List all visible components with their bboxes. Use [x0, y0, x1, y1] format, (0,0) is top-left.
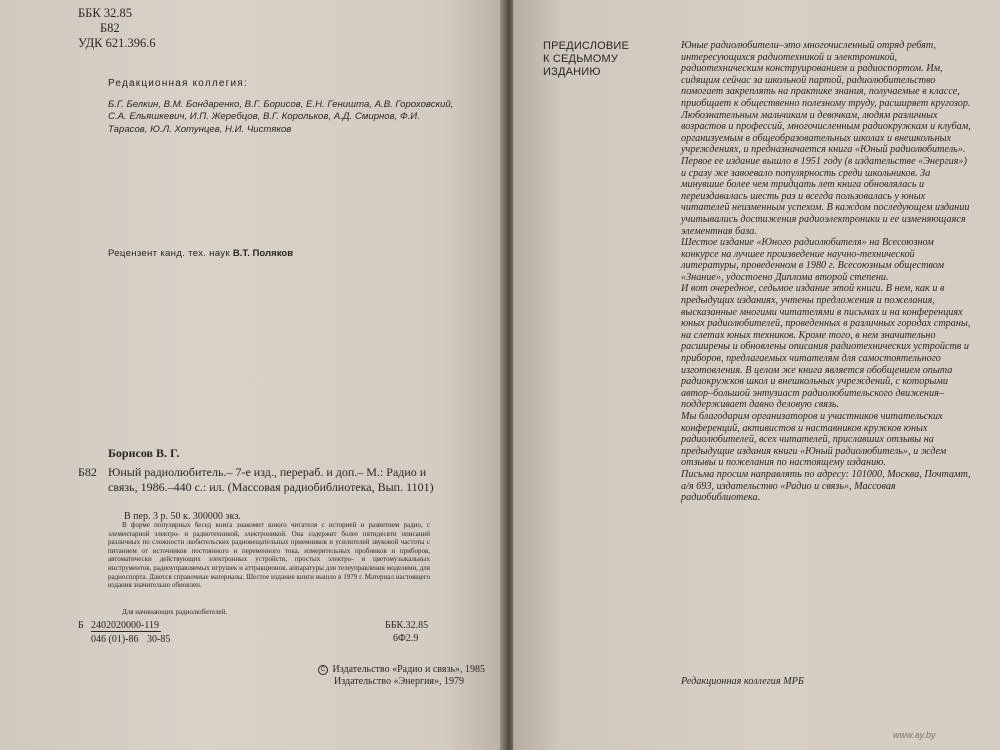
preface-paragraph: Шестое издание «Юного радиолюбителя» на Всесоюзном конкурсе на лучшее произведение научно-технической литературы, проведенном в 1980 г. Всесоюзным обществом «Знание», удостоено Диплома второй степени. — [681, 237, 944, 283]
classification-block — [78, 6, 156, 51]
bbk-bottom-block — [385, 619, 428, 645]
udk-code: УДК 621.396.6 — [78, 36, 156, 50]
bbk-bottom-index: 6Ф2.9 — [393, 633, 419, 644]
bbk-bottom-code: ББК.32.85 — [385, 620, 429, 631]
preface-paragraph: И вот очередное, седьмое издание этой книги. В нем, как и в предыдущих изданиях, учтены предложения и пожелания, высказанные многими читателями в письмах и на конференциях юных радиолюбителей, проведенных в различных городах страны, на слетах юных техников. Кроме того, в нем значительно расширены и обновлены описания радиотехнических устройств и приборов, предлагаемых читателям для самостоятельного изготовления. В целом же книга является обобщением опыта радиокружков школ и внешкольных учреждений, с которыми автор–большой энтузиаст радиолюбительского движения–поддерживает давно деловую связь. — [681, 283, 971, 411]
copyright-line-1: Издательство «Радио и связь», 1985 — [332, 664, 486, 675]
bbk-code: ББК 32.85 — [78, 6, 132, 20]
editorial-board-members: Б.Г. Белкин, В.М. Бондаренко, В.Г. Борисов, Е.Н. Геништа, А.В. Гороховский, С.А. Ельяшкевич, И.П. Жеребцов, В.Г. Корольков, А.Д. Смирнов, Ф.И. Тарасов, Ю.Л. Хотунцев, Н.И. Чистяков — [108, 99, 454, 135]
isbn-suffix: 30-85 — [147, 634, 171, 645]
preface-signature: Редакционная коллегия МРБ — [681, 676, 804, 687]
preface-paragraph: Мы благодарим организаторов и участников читательских конференций, активистов и наставников кружков юных радиолюбителей, всех читателей, приславших отзывы на предыдущие издания книги «Юный радиолюбитель», и ждем отзывы и пожелания по настоящему изданию. — [681, 411, 947, 469]
preface-paragraph: Любознательным мальчикам и девочкам, людям различных возрастов и профессий, многочисленным радиокружкам и клубам, организуемым в общеобразовательных школах и внешкольных учреждениях, и предназначается книга «Юный радиолюбитель». — [681, 109, 971, 156]
reviewer-label: Рецензент канд. тех. наук — [108, 248, 230, 259]
editorial-board-label: Редакционная коллегия: — [108, 78, 248, 89]
catalog-code: Б82 — [78, 465, 97, 479]
isbn-letter: Б — [78, 620, 84, 631]
preface-title-line: ИЗДАНИЮ — [543, 66, 601, 78]
catalog-entry-text: Юный радиолюбитель.– 7-е изд., перераб. и доп.– М.: Радио и связь, 1986.–440 с.: ил. (Массовая радиобиблиотека, Вып. 1101) — [108, 465, 434, 494]
isbn-denominator: 046 (01)-86 — [91, 634, 139, 645]
isbn-fraction — [91, 620, 170, 645]
book-annotation: В форме популярных бесед книга знакомит юного читателя с историей и развитием радио, с элементарной электро- и радиотехникой, электроникой. Она содержит более пятидесяти описаний различных по сложности любительских радиовещательных приемников и усилителей звуковой частоты с питанием от источников постоянного и переменного тока, измерительных пробников и приборов, автоматически действующих электронных устройств, простых электро- и цветомузыкальных инструментов, радиоуправляемых игрушек и аттракционов, аппаратуры для телеуправления моделями, для радиоспорта. Даются справочные материалы. Шестое издание книги вышло в 1979 г. Материал настоящего издания значительно обновлен. — [108, 521, 430, 590]
preface-paragraph: Письма просим направлять по адресу: 101000, Москва, Почтамт, а/я 693, издательство «Радио и связь», Массовая радиобиблиотека. — [681, 468, 971, 504]
copyright-line-2: Издательство «Энергия», 1979 — [334, 676, 465, 687]
reviewer-line — [108, 248, 293, 259]
author-mark: Б82 — [100, 21, 120, 35]
target-audience: Для начинающих радиолюбителей. — [122, 608, 228, 616]
isbn-numerator: 2402020000-119 — [91, 620, 159, 631]
reviewer-name: В.Т. Поляков — [232, 248, 294, 259]
price-and-print-run: В пер. 3 р. 50 к. 300000 экз. — [124, 511, 241, 522]
preface-title-line: ПРЕДИСЛОВИЕ — [543, 40, 630, 52]
catalog-author: Борисов В. Г. — [108, 446, 180, 460]
preface-body — [681, 40, 971, 504]
preface-title — [543, 40, 629, 79]
preface-paragraph: Первое ее издание вышло в 1951 году (в издательстве «Энергия») и сразу же завоевало популярность среди школьников. За минувшие более чем тридцать лет книга обновлялась и переиздавалась шесть раз и всегда пользовалась у юных читателей неизменным успехом. В каждом последующем издании учитывались достижения радиоэлектроники и ее изменяющаяся элементная база. — [681, 155, 970, 237]
copyright-block — [318, 664, 485, 688]
preface-title-line: К СЕДЬМОМУ — [543, 53, 619, 65]
copyright-icon: C — [318, 665, 328, 675]
preface-paragraph: Юные радиолюбители–это многочисленный отряд ребят, интересующихся радиотехникой и электроникой, радиотехническим конструированием и радиоспортом. Им, сидящим сейчас за школьной партой, радиолюбительство помогает закреплять на практике знания, получаемые в классе, приобщает к общественно полезному труду, расширяет кругозор. — [681, 40, 971, 109]
site-watermark: www.ay.by — [893, 730, 936, 740]
